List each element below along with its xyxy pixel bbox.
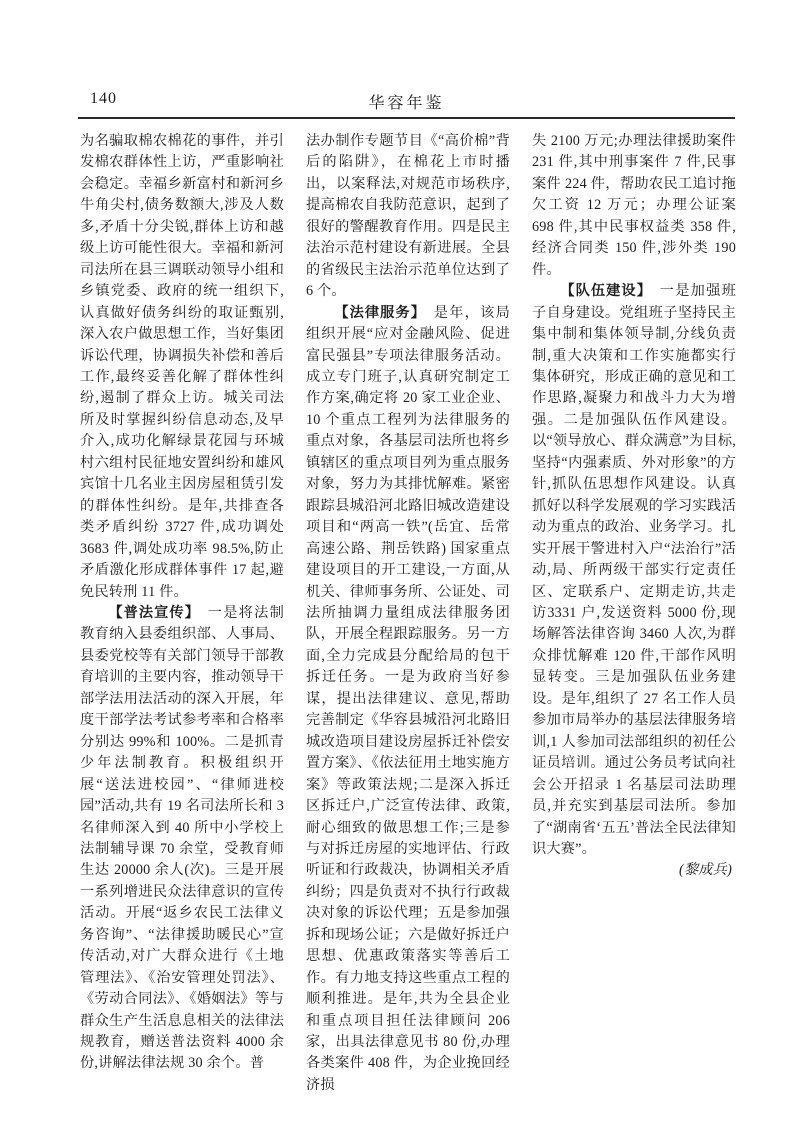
book-title: 华容年鉴	[368, 95, 445, 112]
column-2	[306, 131, 510, 1096]
column2-continuation-paragraph: 法办制作专题节目《“高价棉”背后的陷阱》，在棉花上市时播出，以案释法,对规范市场秩序,提高棉农自我防范意识，起到了很好的警醒教育作用。四是民主法治示范村建设有新进展。全县的省级民主法治示范单位达到了 6 个。	[306, 133, 510, 300]
author-attribution: (黎成兵)	[678, 862, 732, 879]
column1-continuation-paragraph: 为名骗取棉农棉花的事件，并引发棉农群体性上访，严重影响社会稳定。幸福乡新富村和新河乡牛角尖村,债务数额大,涉及人数多,矛盾十分尖锐,群体上访和越级上访可能性很大。幸福和新河司法所在县三调联动领导小组和乡镇党委、政府的统一组织下,认真做好债务纠纷的取证甄别,深入农户做思想工作，当好集团诉讼代理，协调损失补偿和善后工作,最终妥善化解了群体性纠纷,遏制了群众上访。城关司法所及时掌握纠纷信息动态,及早介入,成功化解绿景花园与环城村六组村民征地安置纠纷和雄风宾馆十几名业主因房屋租赁引发的群体性纠纷。是年,共排查各类矛盾纠纷 3727 件,成功调处 3683 件,调处成功率 98.5%,防止矛盾激化形成群体事件 17 起,避免民转刑 11 件。	[80, 133, 284, 600]
column-1	[80, 131, 284, 1096]
entry-title-duiwu-jianshe: 【队伍建设】	[560, 283, 652, 300]
entry-body-pufa-xuanchuan: 一是将法制教育纳入县委组织部、人事局、县委党校等有关部门领导干部教育培训的主要内容，推动领导干部学法用法活动的深入开展，年度干部学法考试参考率和合格率分别达 99%和 100%。二是抓青少年法制教育。积极组织开展“送法进校园”、“律师进校园”活动,共有 19 名司法所长和 3 名律师深入到 40 所中小学校上法制辅导课 70 余堂，受教育师生达 20000 余人(次)。三是开展一系列增进民众法律意识的宣传活动。开展“返乡农民工法律义务咨询”、“法律援助暖民心”宣传活动,对广大群众进行《土地管理法》、《治安管理处罚法》、《劳动合同法》、《婚姻法》等与群众生产生活息息相关的法律法规教育，赠送普法资料 4000 余份,讲解法律法规 30 余个。普	[80, 604, 284, 1072]
column3-continuation-paragraph: 失 2100 万元;办理法律援助案件 231 件,其中刑事案件 7 件,民事案件 224 件，帮助农民工追讨拖欠工资 12 万元；办理公证案 698 件,其中民事权益类 358 件,经济合同类 150 件,涉外类 190 件。	[532, 133, 736, 278]
text-columns	[80, 131, 735, 1096]
running-head	[80, 90, 733, 114]
entry-title-pufa-xuanchuan: 【普法宣传】	[108, 604, 200, 621]
entry-pufa-xuanchuan	[80, 603, 284, 1075]
entry-title-falv-fuwu: 【法律服务】	[334, 304, 426, 321]
entry-falv-fuwu	[306, 303, 510, 1097]
header-rule	[78, 117, 735, 119]
entry-body-falv-fuwu: 是年，该局组织开展“应对金融风险、促进富民强县”专项法律服务活动。成立专门班子,认真研究制定工作方案,确定将 20 家工业企业、10 个重点工程列为法律服务的重点对象，各基层司法所也将乡镇辖区的重点项目列为重点服务对象，努力为其排忧解难。紧密跟踪县城沿河北路旧城改造建设项目和“两高一铁”(岳宜、岳常高速公路、荆岳铁路) 国家重点建设项目的开工建设,一方面,从机关、律师事务所、公证处、司法所抽调力量组成法律服务团队，开展全程跟踪服务。另一方面,全力完成县分配给局的包干拆迁任务。一是为政府当好参谋，提出法律建议、意见,帮助完善制定《华容县城沿河北路旧城改造项目建设房屋拆迁补偿安置方案》、《依法征用土地实施方案》等政策法规;二是深入拆迁区拆迁户,广泛宣传法律、政策,耐心细致的做思想工作;三是参与对拆迁房屋的实地评估、行政听证和行政裁决，协调相关矛盾纠纷；四是负责对不执行行政裁决对象的诉讼代理；五是参加强拆和现场公证；六是做好拆迁户思想、优惠政策落实等善后工作。有力地支持这些重点工程的顺利推进。是年,共为全县企业和重点项目担任法律顾问 206 家，出具法律意见书 80 份,办理各类案件 408 件，为企业挽回经济损	[306, 304, 510, 1093]
column-3	[532, 131, 736, 1096]
entry-duiwu-jianshe	[532, 281, 736, 860]
entry-body-duiwu-jianshe: 一是加强班子自身建设。党组班子坚持民主集中制和集体领导制,分线负责制,重大决策和工作实施都实行集体研究，形成正确的意见和工作思路,凝聚力和战斗力大为增强。二是加强队伍作风建设。以“领导放心、群众满意”为目标,坚持“内强素质、外对形象”的方针,抓队伍思想作风建设。认真抓好以科学发展观的学习实践活动为重点的政治、业务学习。扎实开展干警进村入户“法治行”活动,局、所两级干部实行定责任区、定联系户、定期走访,共走访3331 户,发送资料 5000 份,现场解答法律咨询 3460 人次,为群众排忧解难 120 件,干部作风明显转变。三是加强队伍业务建设。是年,组织了 27 名工作人员参加市局举办的基层法律服务培训,1 人参加司法部组织的初任公证员培训。通过公务员考试向社会公开招录 1 名基层司法助理员,并充实到基层司法所。参加了“湖南省‘五五’普法全民法律知识大赛”。	[532, 283, 736, 857]
page-number: 140	[90, 90, 117, 107]
